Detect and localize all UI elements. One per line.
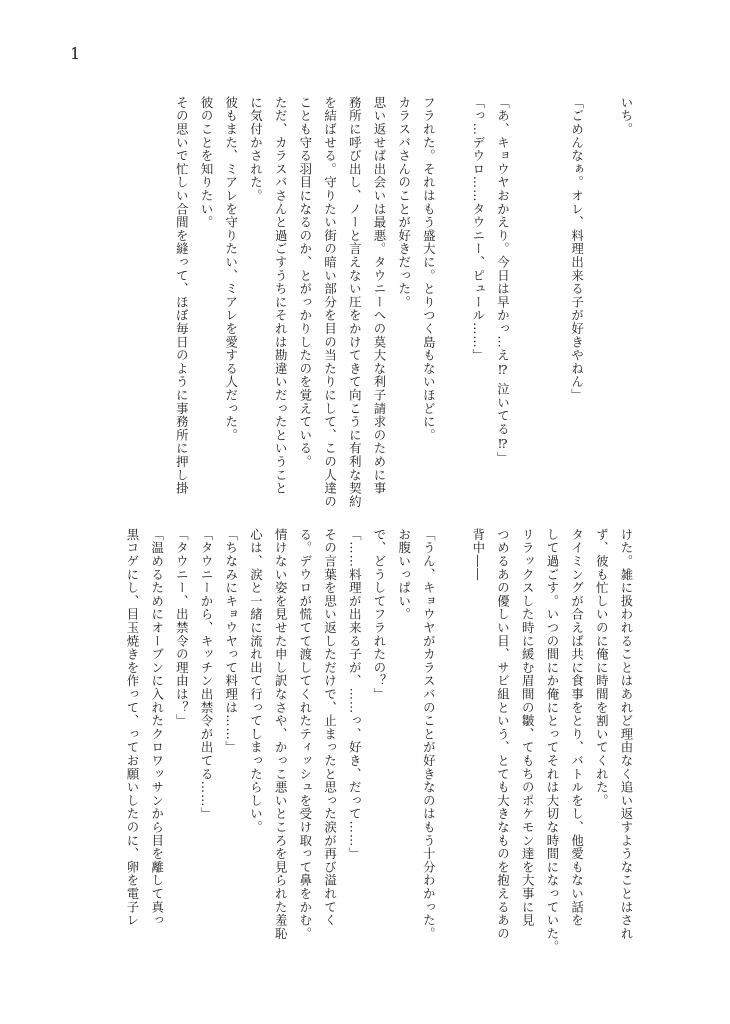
text-line: 背中―― [470, 528, 486, 582]
text-line [440, 528, 465, 948]
text-line: リラックスした時に緩む眉間の皺、てもちのポケモン達を大事に見 [520, 528, 536, 927]
text-line: る。デウロが慌てて渡してくれたティッシュを受け取って鼻をかむ。 [297, 528, 313, 941]
text-line: 「……料理が出来る子が、……っ、好き、だって……」 [347, 528, 363, 861]
text-line: 「ちなみにキョウヤって料理は……」 [223, 528, 239, 755]
text-line: して過ごす。いつの間にか俺にとってそれは大切な時間になっていた。 [544, 528, 560, 954]
text-line: 「うん、キョウヤがカラスバのことが好きなのはもう十分わかった。 [421, 528, 437, 941]
text-line: 情けない姿を見せた申し訳なさや、かっこ悪いところを見られた羞恥 [273, 528, 289, 941]
text-line: 「タウニー、出禁令の理由は？」 [174, 528, 190, 728]
text-line: で、どうしてフラれたの？」 [371, 528, 387, 701]
text-line [514, 96, 539, 496]
text-line: 務所に呼び出し、ノーと言えない圧をかけてきて向こうに有利な契約 [347, 96, 363, 509]
text-line: 「あ、キョウヤおかえり。今日は早かっ…え⁉ 泣いてる⁉」 [495, 96, 511, 466]
text-line: を結ばせる。守りたい街の暗い部分を目の当たりにして、この人達の [322, 96, 338, 509]
text-line: けた。雑に扱われることはあれど理由なく追い返すようなことはされ [619, 528, 634, 941]
novel-text-lower-block [78, 528, 638, 954]
text-line: 思い返せば出会いは最悪。タウニーへの莫大な利子請求のために事 [371, 96, 387, 495]
text-line [539, 96, 564, 496]
text-line: タイミングが合えば共に食事をとり、バトルをし、他愛もない話を [569, 528, 585, 927]
text-line [440, 96, 465, 496]
text-line: 彼もまた、ミアレを守りたい、ミアレを愛する人だった。 [223, 96, 239, 442]
text-line: 彼のことを知りたい。 [199, 96, 215, 229]
text-line [589, 96, 614, 496]
text-line: いち。 [619, 96, 634, 136]
text-line: ことも守る羽目になるのか、とがっかりしたのを覚えている。 [297, 96, 313, 469]
text-line: 「ごめんなぁ。オレ、料理出来る子が好きやねん」 [569, 96, 585, 402]
text-line: その言葉を思い返しただけで、止まったと思った涙が再び溢れてく [322, 528, 338, 927]
text-line: 「タウニーから、キッチン出禁令が出てる……」 [199, 528, 215, 821]
text-line: 黒コゲにし、目玉焼きを作って、ってお願いしたのに、卵を電子レ [124, 528, 140, 927]
text-line: ず、彼も忙しいのに俺に時間を割いてくれた。 [594, 528, 610, 808]
text-line: お腹いっぱい。 [396, 528, 412, 622]
text-line: ただ、カラスバさんと過ごすうちにそれは勘違いだったということ [273, 96, 289, 495]
text-line: つめるあの優しい目、サビ組という、とても大きなものを抱えるあの [495, 528, 511, 941]
text-line: カラスバさんのことが好きだった。 [396, 96, 412, 309]
text-line: に気付かされた。 [248, 96, 264, 203]
text-line: その思いで忙しい合間を縫って、ほぼ毎日のように事務所に押し掛 [174, 96, 190, 495]
text-line: 心は、涙と一緒に流れ出て行ってしまったらしい。 [248, 528, 264, 834]
text-line: 「っ…デウロ……タウニー、ピュール……」 [470, 96, 486, 362]
text-line: 「温めるためにオーブンに入れたクロワッサンから目を離して真っ [149, 528, 165, 927]
page-number: 1 [70, 44, 81, 63]
text-line: フラれた。それはもう盛大に。とりつく島もないほどに。 [421, 96, 437, 442]
novel-text-upper-block [78, 96, 638, 509]
